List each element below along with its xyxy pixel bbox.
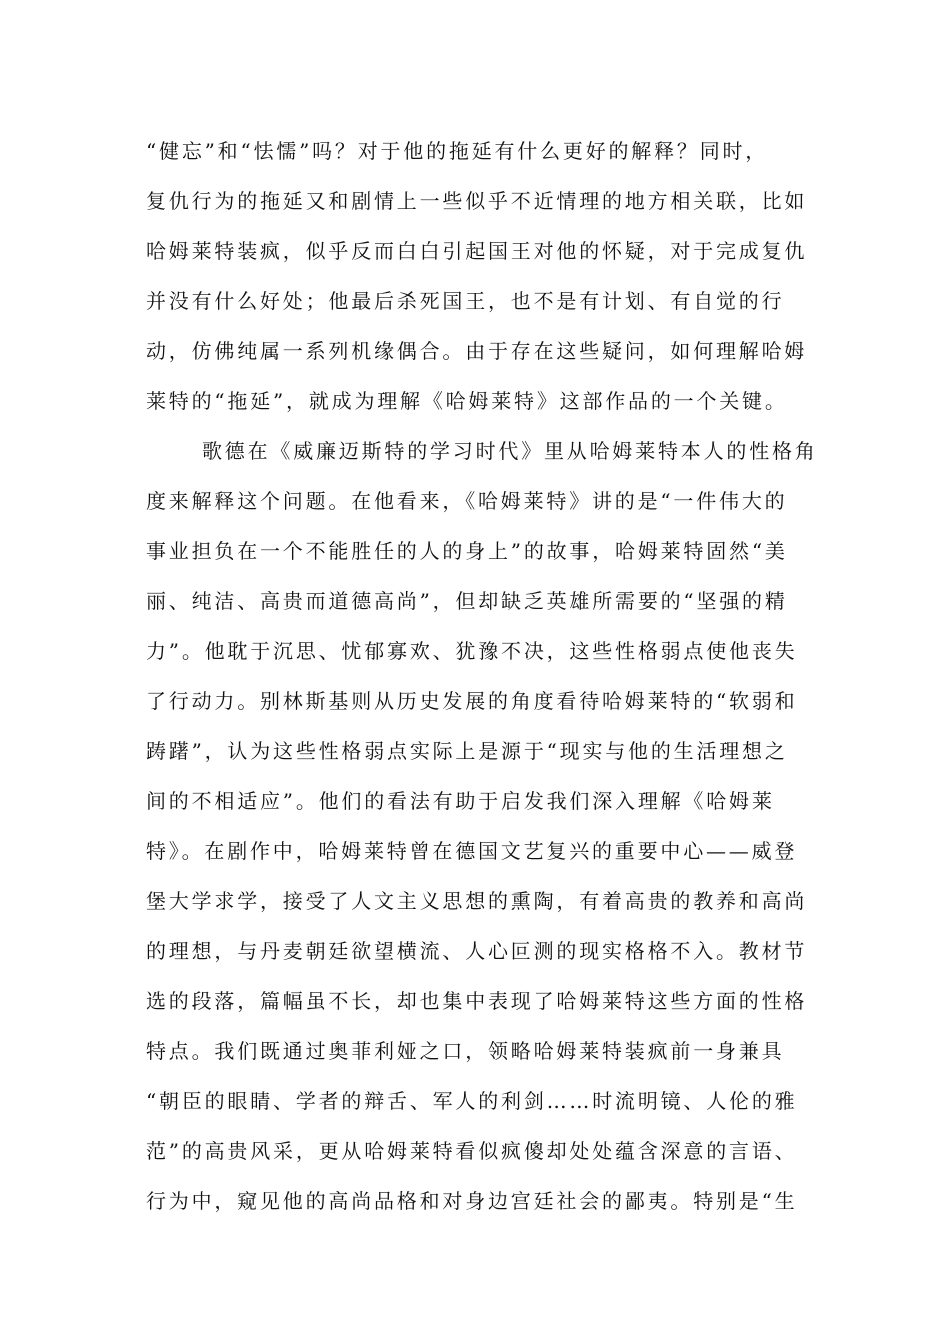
text-line: 的理想，与丹麦朝廷欲望横流、人心叵测的现实格格不入。教材节 xyxy=(146,939,808,963)
text-line: 动，仿佛纯属一系列机缘偶合。由于存在这些疑问，如何理解哈姆 xyxy=(146,339,808,363)
text-line: 并没有什么好处；他最后杀死国王，也不是有计划、有自觉的行 xyxy=(146,289,785,313)
paragraph-2 xyxy=(146,426,818,1226)
paragraph-1 xyxy=(146,126,806,426)
text-line: 特》。在剧作中，哈姆莱特曾在德国文艺复兴的重要中心——威登 xyxy=(146,839,798,863)
text-line: 歌德在《威廉迈斯特的学习时代》里从哈姆莱特本人的性格角 xyxy=(202,439,818,463)
text-line: 范”的高贵风采，更从哈姆莱特看似疯傻却处处蕴含深意的言语、 xyxy=(146,1139,798,1163)
body-text xyxy=(146,126,818,1226)
text-line: 间的不相适应”。他们的看法有助于启发我们深入理解《哈姆莱 xyxy=(146,789,775,813)
text-line: 选的段落，篇幅虽不长，却也集中表现了哈姆莱特这些方面的性格 xyxy=(146,989,808,1013)
text-line: 莱特的“拖延”，就成为理解《哈姆莱特》这部作品的一个关键。 xyxy=(146,389,788,413)
text-line: 丽、纯洁、高贵而道德高尚”，但却缺乏英雄所需要的“坚强的精 xyxy=(146,589,788,613)
text-line: 力”。他耽于沉思、忧郁寡欢、犹豫不决，这些性格弱点使他丧失 xyxy=(146,639,798,663)
text-line: 特点。我们既通过奥菲利娅之口，领略哈姆莱特装疯前一身兼具 xyxy=(146,1039,785,1063)
text-line: 堡大学求学，接受了人文主义思想的熏陶，有着高贵的教养和高尚 xyxy=(146,889,808,913)
text-line: 踌躇”，认为这些性格弱点实际上是源于“现实与他的生活理想之 xyxy=(146,739,788,763)
text-line: 事业担负在一个不能胜任的人的身上”的故事，哈姆莱特固然“美 xyxy=(146,539,788,563)
text-line: 复仇行为的拖延又和剧情上一些似乎不近情理的地方相关联，比如 xyxy=(146,189,808,213)
text-line: 行为中，窥见他的高尚品格和对身边宫廷社会的鄙夷。特别是“生 xyxy=(146,1189,798,1213)
text-line: “朝臣的眼睛、学者的辩舌、军人的利剑……时流明镜、人伦的雅 xyxy=(146,1089,798,1113)
text-line: 哈姆莱特装疯，似乎反而白白引起国王对他的怀疑，对于完成复仇 xyxy=(146,239,808,263)
text-line: “健忘”和“怯懦”吗？对于他的拖延有什么更好的解释？同时， xyxy=(146,139,769,163)
text-line: 了行动力。别林斯基则从历史发展的角度看待哈姆莱特的“软弱和 xyxy=(146,689,798,713)
text-line: 度来解释这个问题。在他看来，《哈姆莱特》讲的是“一件伟大的 xyxy=(146,489,788,513)
